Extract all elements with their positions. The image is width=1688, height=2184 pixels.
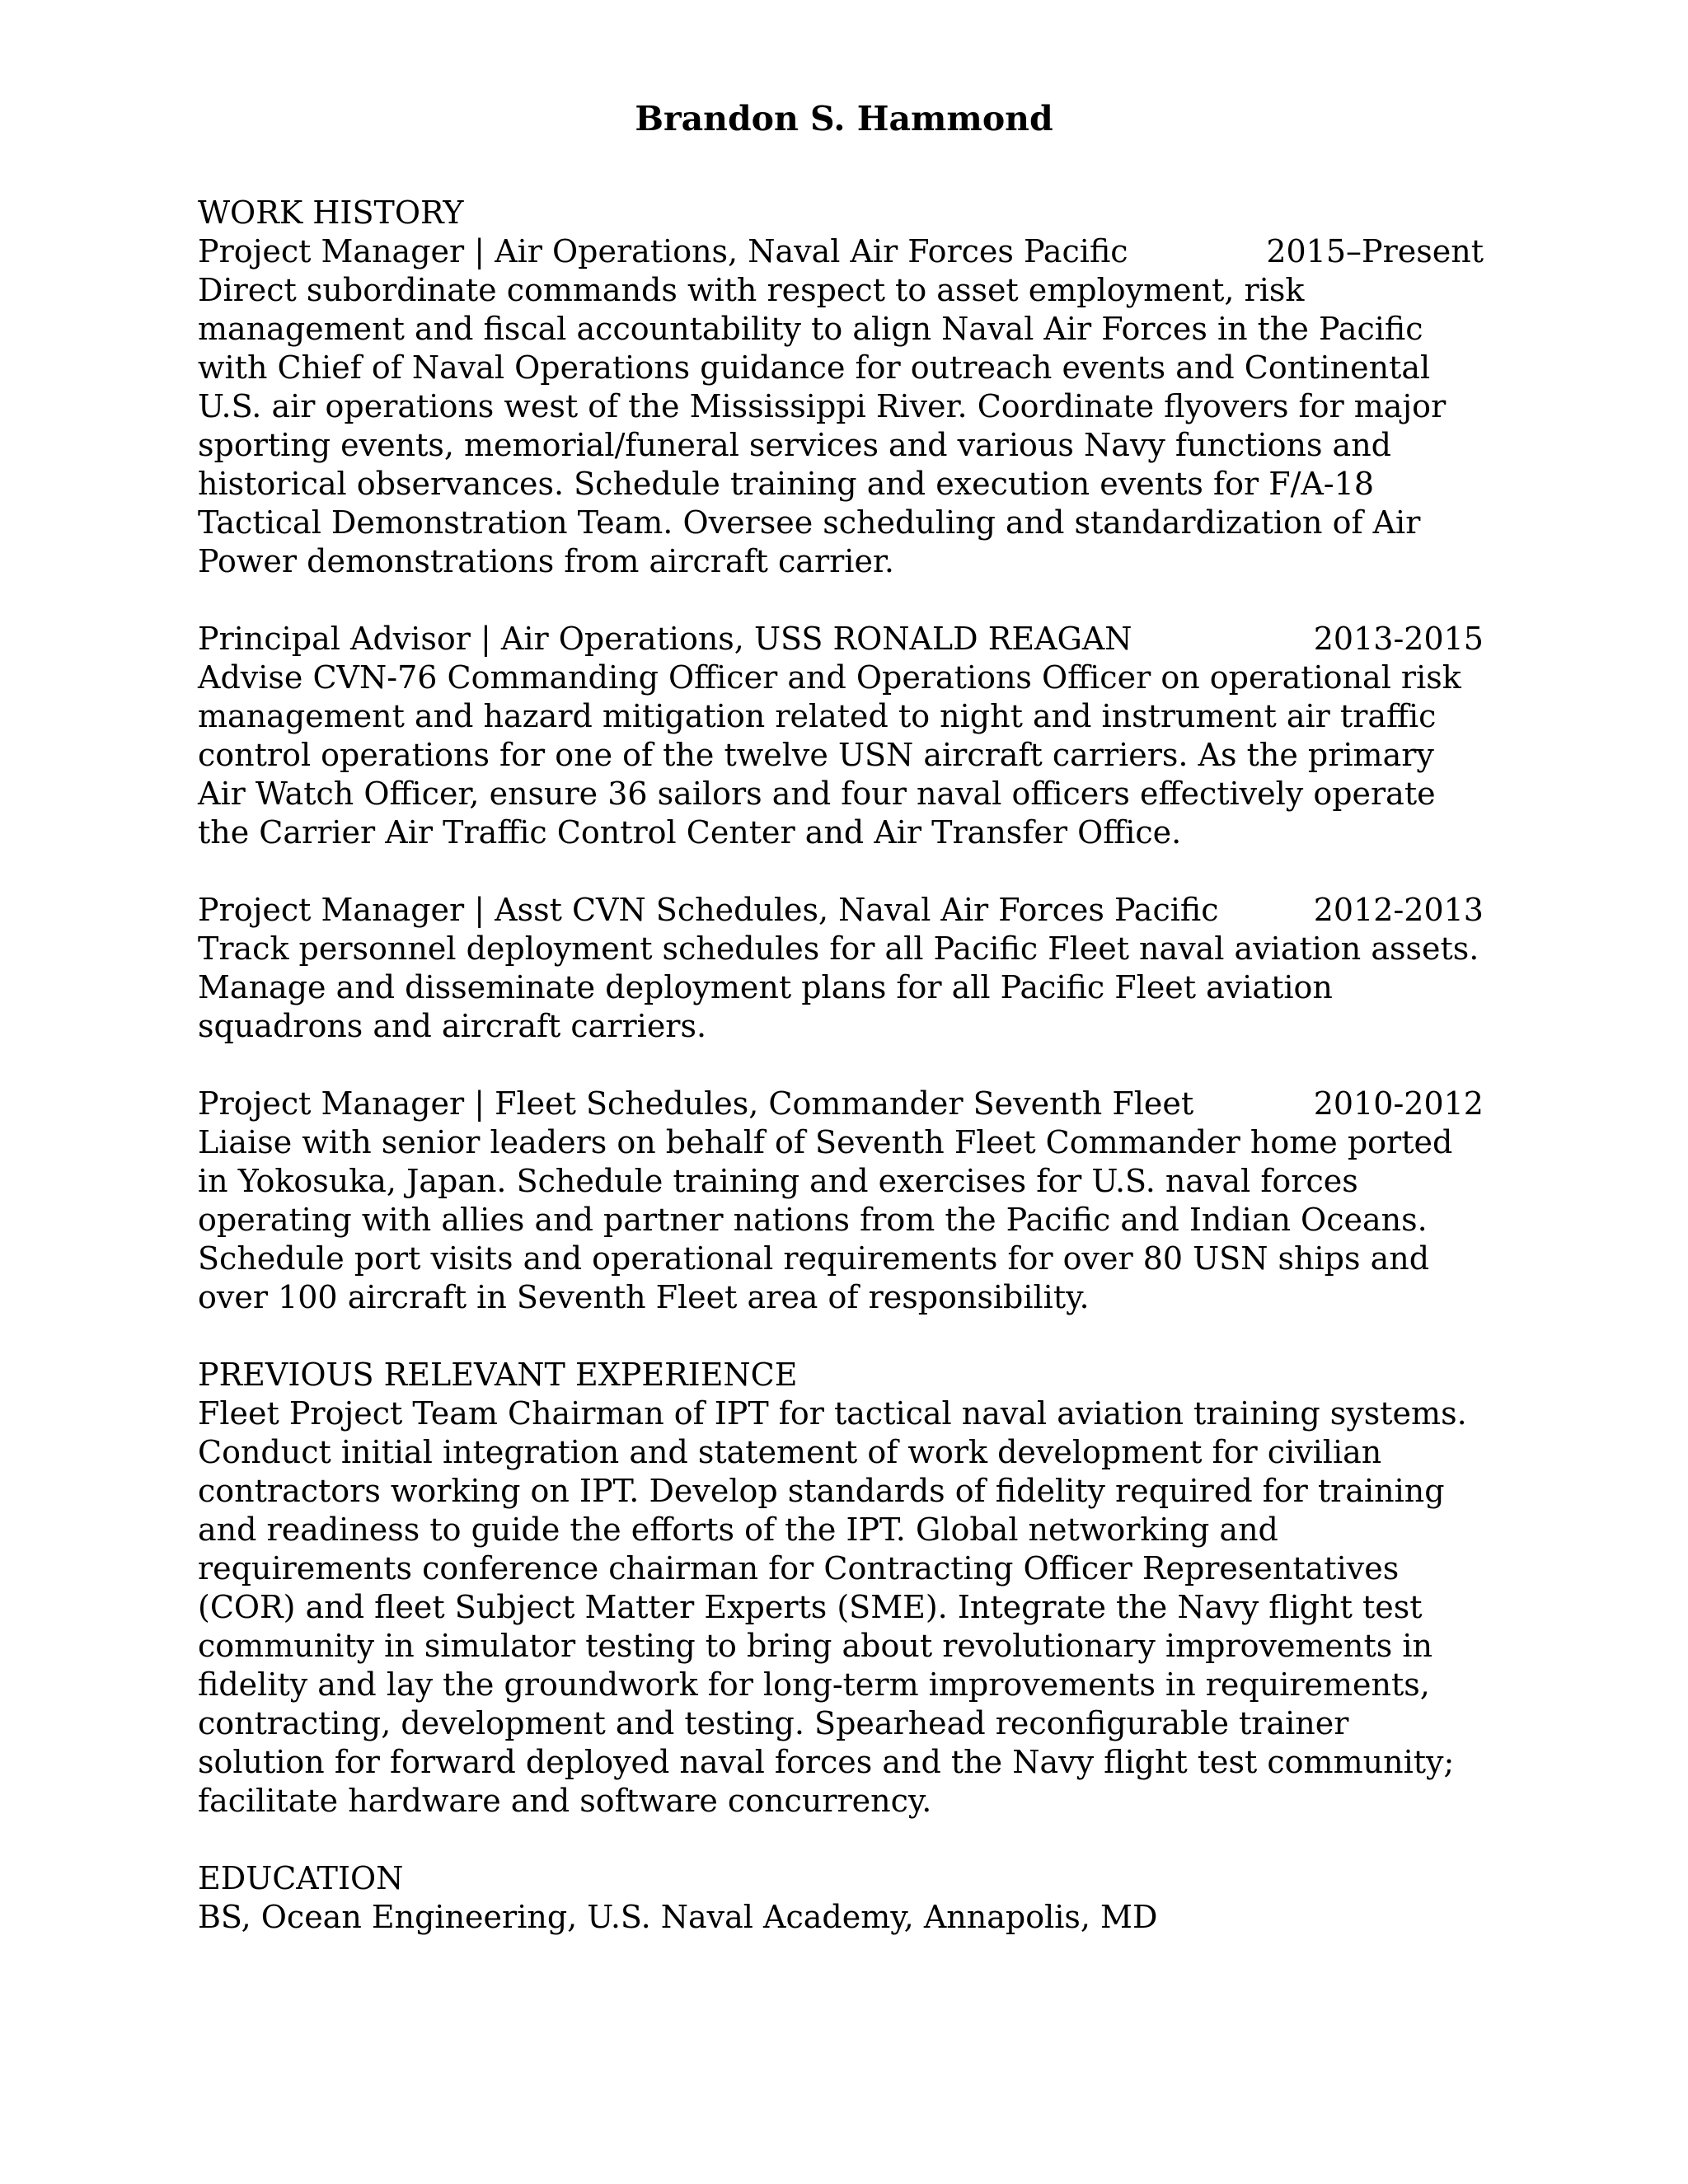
job-header <box>198 1085 1484 1123</box>
job-entry <box>198 620 1484 852</box>
job-header <box>198 620 1484 658</box>
job-header <box>198 232 1484 271</box>
previous-experience-description: Fleet Project Team Chairman of IPT for tactical naval aviation training systems. Conduct initial integration and statement of work development for civilian contractors working on IPT. Develop standards of fidelity required for training and readiness to guide the efforts of the IPT. Global networking and requirements conference chairman for Contracting Officer Representatives (COR) and fleet Subject Matter Experts (SME). Integrate the Navy flight test community in simulator testing to bring about revolutionary improvements in fidelity and lay the groundwork for long-term improvements in requirements, contracting, development and testing. Spearhead reconfigurable trainer solution for forward deployed naval forces and the Navy flight test community; facilitate hardware and software concurrency. <box>198 1395 1467 1819</box>
job-description: Liaise with senior leaders on behalf of Seventh Fleet Commander home ported in Yokosuka, Japan. Schedule training and exercises for U.S. naval forces operating with allies and partner nations from the Pacific and Indian Oceans. Schedule port visits and operational requirements for over 80 USN ships and over 100 aircraft in Seventh Fleet area of responsibility. <box>198 1124 1453 1315</box>
spacer <box>198 852 1484 891</box>
job-dates: 2010-2012 <box>1313 1085 1484 1122</box>
resume-content <box>198 194 1484 1937</box>
job-description: Advise CVN-76 Commanding Officer and Operations Officer on operational risk management and hazard mitigation related to night and instrument air traffic control operations for one of the twelve USN aircraft carriers. As the primary Air Watch Officer, ensure 36 sailors and four naval officers effectively operate the Carrier Air Traffic Control Center and Air Transfer Office. <box>198 659 1461 851</box>
job-title: Project Manager | Asst CVN Schedules, Naval Air Forces Pacific <box>198 892 1219 928</box>
job-title: Principal Advisor | Air Operations, USS RONALD REAGAN <box>198 621 1132 657</box>
spacer <box>198 1046 1484 1085</box>
resume-name: Brandon S. Hammond <box>635 99 1053 138</box>
job-dates: 2013-2015 <box>1313 621 1484 657</box>
job-dates: 2012-2013 <box>1313 892 1484 928</box>
job-title: Project Manager | Air Operations, Naval Air Forces Pacific <box>198 233 1128 269</box>
education-entry: BS, Ocean Engineering, U.S. Naval Academy, Annapolis, MD <box>198 1899 1158 1935</box>
job-dates: 2015–Present <box>1266 233 1484 269</box>
job-entry <box>198 1085 1484 1317</box>
job-title: Project Manager | Fleet Schedules, Commander Seventh Fleet <box>198 1085 1194 1122</box>
job-description: Direct subordinate commands with respect to asset employment, risk management and fiscal accountability to align Naval Air Forces in the Pacific with Chief of Naval Operations guidance for outreach events and Continental U.S. air operations west of the Mississippi River. Coordinate flyovers for major sporting events, memorial/funeral services and various Navy functions and historical observances. Schedule training and execution events for F/A-18 Tactical Demonstration Team. Oversee scheduling and standardization of Air Power demonstrations from aircraft carrier. <box>198 272 1447 579</box>
previous-experience-heading: PREVIOUS RELEVANT EXPERIENCE <box>198 1357 798 1393</box>
spacer <box>198 581 1484 620</box>
education-heading: EDUCATION <box>198 1860 404 1896</box>
job-entry <box>198 232 1484 581</box>
job-header <box>198 891 1484 930</box>
job-description: Track personnel deployment schedules for all Pacific Fleet naval aviation assets. Manage and disseminate deployment plans for all Pacific Fleet aviation squadrons and aircraft carriers. <box>198 930 1479 1044</box>
spacer <box>198 1317 1484 1356</box>
spacer <box>198 1821 1484 1859</box>
job-entry <box>198 891 1484 1046</box>
work-history-heading: WORK HISTORY <box>198 194 464 231</box>
